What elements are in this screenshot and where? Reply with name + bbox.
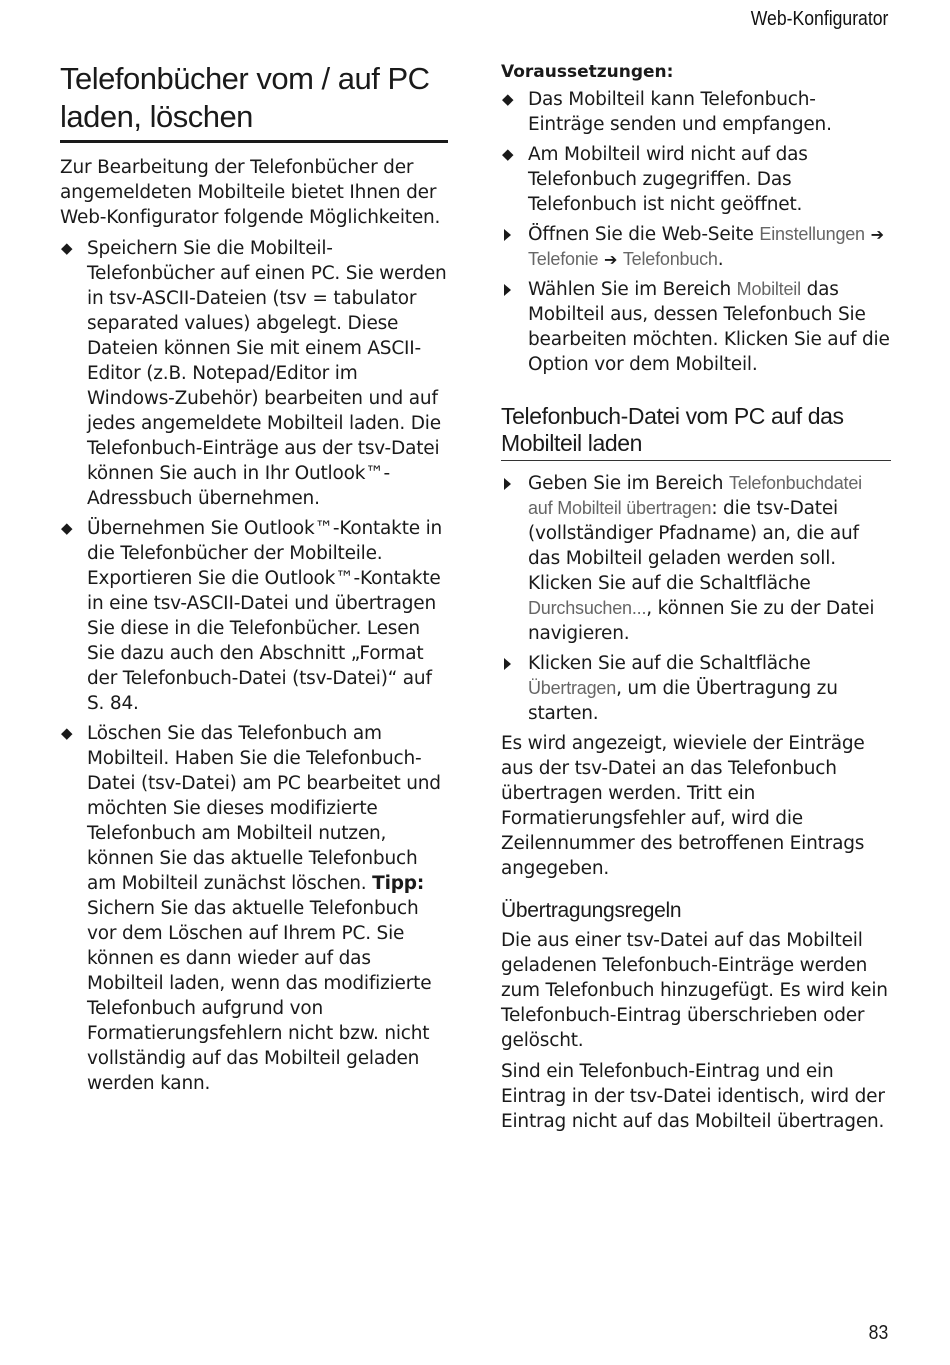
menu-path-arrow-icon: ➔: [870, 225, 884, 244]
diamond-bullet-icon: ◆: [502, 145, 514, 163]
step-arrow-icon: [504, 478, 511, 490]
diamond-bullet-icon: ◆: [61, 519, 73, 537]
running-header: Web-Konfigurator: [750, 8, 888, 30]
tip-label: Tipp:: [372, 873, 425, 894]
section-title: Telefonbuch-Datei vom PC auf das Mobilteil laden: [501, 403, 891, 461]
step-arrow-icon: [504, 284, 511, 296]
step-text: Geben Sie im Bereich: [528, 473, 730, 494]
requirement-item: [501, 87, 891, 137]
rules-paragraph-1: Die aus einer tsv-Datei auf das Mobilteil geladenen Telefonbuch-Einträge werden zum Telefonbuch hinzugefügt. Es wird kein Telefonbuch-Eintrag überschrieben oder gelöscht.: [501, 930, 888, 1051]
rules-paragraph-2: Sind ein Telefonbuch-Eintrag und ein Eintrag in der tsv-Datei identisch, wird der Eintrag nicht auf das Mobilteil übertragen.: [501, 1061, 885, 1132]
step-text: Öffnen Sie die Web-Seite: [528, 224, 760, 245]
step-text-mid: : die tsv-Datei (vollständiger Pfadname) an, die auf das Mobilteil geladen werden soll. Klicken Sie auf die Schaltfläche: [528, 498, 859, 594]
requirement-text: Am Mobilteil wird nicht auf das Telefonbuch zugegriffen. Das Telefonbuch ist nicht geöffnet.: [528, 144, 808, 215]
step-item: [501, 651, 891, 726]
ui-ref-phonebook: Telefonbuch: [622, 249, 718, 269]
ui-ref-settings: Einstellungen: [759, 224, 865, 244]
option-text: Löschen Sie das Telefonbuch am Mobilteil. Haben Sie die Telefonbuch-Datei (tsv-Datei) am PC bearbeitet und möchten Sie dieses modifizierte Telefonbuch am Mobilteil nutzen, können Sie das aktuelle Telefonbuch am Mobilteil zunächst löschen.: [87, 723, 441, 894]
step-text-end: , um die Übertragung zu starten.: [528, 678, 838, 724]
menu-path-arrow-icon: ➔: [603, 250, 618, 269]
ui-ref-upload-area: Telefonbuchdatei auf Mobilteil übertragen: [528, 473, 862, 518]
result-paragraph: Es wird angezeigt, wieviele der Einträge aus der tsv-Datei an das Telefonbuch übertragen werden. Tritt ein Formatierungsfehler auf, wird die Zeilennummer des betroffenen Eintrags angegeben.: [501, 733, 865, 879]
ui-ref-browse-button: Durchsuchen...: [528, 598, 647, 618]
step-text: Klicken Sie auf die Schaltfläche: [528, 653, 811, 674]
step-text-end: .: [717, 249, 724, 270]
ui-ref-telephony: Telefonie: [528, 249, 599, 269]
step-text-end: , können Sie zu der Datei navigieren.: [528, 598, 875, 644]
step-arrow-icon: [504, 229, 511, 241]
page-number: 83: [868, 1322, 888, 1344]
option-item: [60, 721, 448, 1096]
step-text-end: das Mobilteil aus, dessen Telefonbuch Sie bearbeiten möchten. Klicken Sie auf die Option vor dem Mobilteil.: [528, 279, 890, 375]
ui-ref-handset: Mobilteil: [736, 279, 801, 299]
option-text: Speichern Sie die Mobilteil-Telefonbücher auf einen PC. Sie werden in tsv-ASCII-Dateien (tsv = tabulator separated values) abgelegt. Diese Dateien können Sie mit einem ASCII-Editor (z.B. Notepad/Editor im Windows-Zubehör) bearbeiten und auf jedes angemeldete Mobilteil laden. Die Telefonbuch-Einträge aus der tsv-Datei können Sie auch in Ihr Outlook™-Adressbuch übernehmen.: [87, 238, 447, 509]
page-title-line2: laden, löschen: [60, 99, 253, 134]
title-rule: [60, 140, 448, 143]
page-title: [60, 60, 448, 140]
rules-title: Übertragungsregeln: [501, 899, 682, 922]
requirement-text: Das Mobilteil kann Telefonbuch-Einträge senden und empfangen.: [528, 89, 832, 135]
tip-text: Sichern Sie das aktuelle Telefonbuch vor dem Löschen auf Ihrem PC. Sie können es dann wieder auf das Mobilteil laden, wenn das modifizierte Telefonbuch aufgrund von Formatierungsfehlern nicht bzw. nicht vollständig auf das Mobilteil geladen werden kann.: [87, 898, 432, 1094]
step-item: [501, 222, 891, 272]
options-list: [60, 236, 448, 1096]
diamond-bullet-icon: ◆: [61, 239, 73, 257]
step-text: Wählen Sie im Bereich: [528, 279, 737, 300]
step-arrow-icon: [504, 658, 511, 670]
diamond-bullet-icon: ◆: [61, 724, 73, 742]
requirements-title: Voraussetzungen:: [501, 62, 674, 82]
right-column: [501, 60, 891, 1140]
option-item: [60, 516, 448, 716]
option-item: [60, 236, 448, 511]
requirements-list: [501, 87, 891, 377]
ui-ref-transfer-button: Übertragen: [528, 678, 617, 698]
option-text: Übernehmen Sie Outlook™-Kontakte in die Telefonbücher der Mobilteile. Exportieren Sie die Outlook™-Kontakte in eine tsv-ASCII-Datei und übertragen Sie diese in die Telefonbücher. Lesen Sie dazu auch den Abschnitt „Format der Telefonbuch-Datei (tsv-Datei)“ auf S. 84.: [87, 518, 443, 714]
page-title-line1: Telefonbücher vom / auf PC: [60, 61, 430, 96]
upload-steps-list: [501, 471, 891, 726]
step-item: [501, 471, 891, 646]
left-column: [60, 60, 448, 1101]
diamond-bullet-icon: ◆: [502, 90, 514, 108]
requirement-item: [501, 142, 891, 217]
step-item: [501, 277, 891, 377]
intro-paragraph: Zur Bearbeitung der Telefonbücher der angemeldeten Mobilteile bietet Ihnen der Web-Konfigurator folgende Möglichkeiten.: [60, 157, 441, 228]
